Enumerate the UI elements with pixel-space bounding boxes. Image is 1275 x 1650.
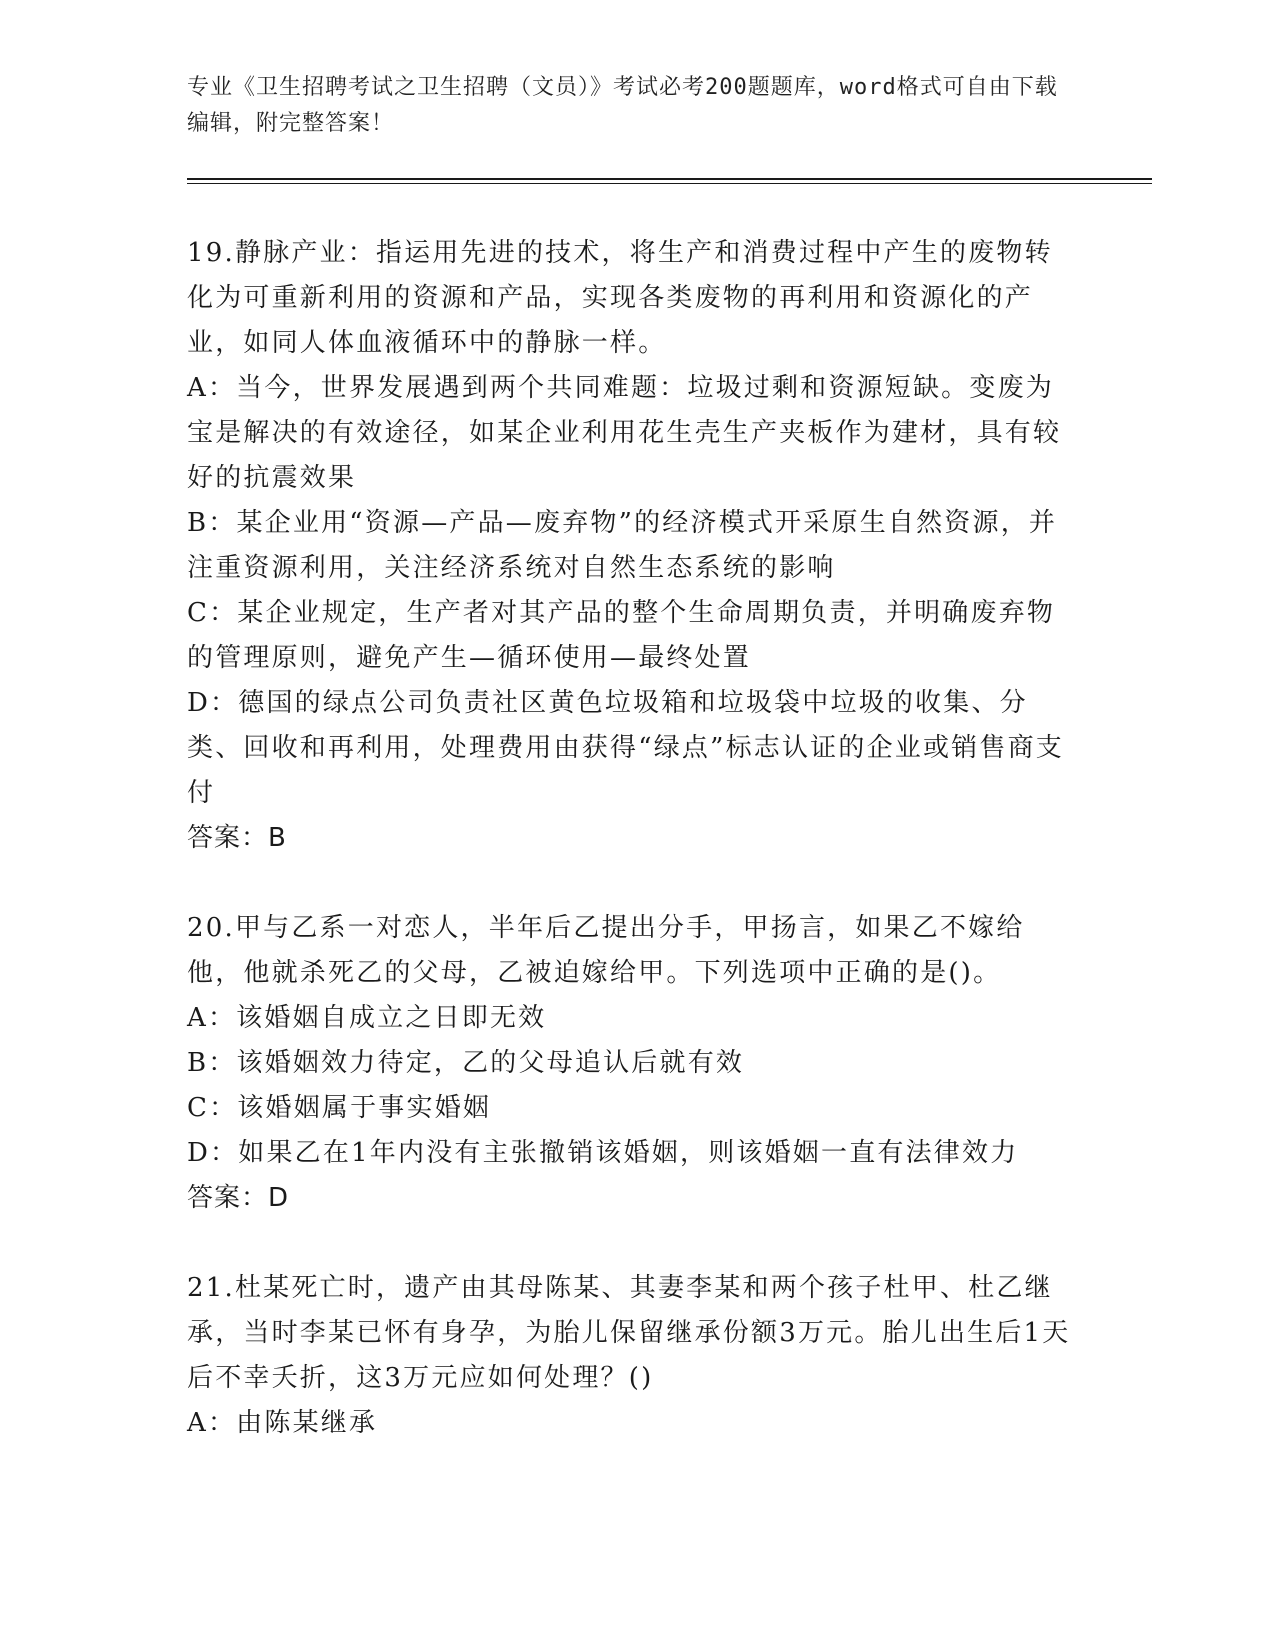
question-stem: 19.静脉产业：指运用先进的技术，将生产和消费过程中产生的废物转化为可重新利用的资源和产品，实现各类废物的再利用和资源化的产业，如同人体血液循环中的静脉一样。 [187,238,1053,358]
option-d: D：如果乙在1年内没有主张撤销该婚姻，则该婚姻一直有法律效力 [187,1138,1019,1168]
option-a: A：由陈某继承 [187,1408,378,1438]
question-20 [187,906,1072,1221]
option-c: C：该婚姻属于事实婚姻 [187,1093,492,1123]
question-stem: 20.甲与乙系一对恋人，半年后乙提出分手，甲扬言，如果乙不嫁给他，他就杀死乙的父母，乙被迫嫁给甲。下列选项中正确的是()。 [187,913,1025,988]
question-21 [187,1266,1072,1446]
option-c: C：某企业规定，生产者对其产品的整个生命周期负责，并明确废弃物的管理原则，避免产生—循环使用—最终处置 [187,598,1056,673]
option-b: B：该婚姻效力待定，乙的父母追认后就有效 [187,1048,745,1078]
page-header: 专业《卫生招聘考试之卫生招聘（文员）》考试必考200题题库，word格式可自由下载编辑，附完整答案！ [187,75,1058,136]
option-a: A：该婚姻自成立之日即无效 [187,1003,547,1033]
header-divider [187,178,1152,180]
answer: 答案：B [187,823,287,853]
option-a: A：当今，世界发展遇到两个共同难题：垃圾过剩和资源短缺。变废为宝是解决的有效途径，如某企业利用花生壳生产夹板作为建材，具有较好的抗震效果 [187,373,1062,493]
header-divider-thin [187,183,1152,184]
question-stem: 21.杜某死亡时，遗产由其母陈某、其妻李某和两个孩子杜甲、杜乙继承，当时李某已怀有身孕，为胎儿保留继承份额3万元。胎儿出生后1天后不幸夭折，这3万元应如何处理？() [187,1273,1071,1393]
question-list [187,231,1072,1491]
option-d: D：德国的绿点公司负责社区黄色垃圾箱和垃圾袋中垃圾的收集、分类、回收和再利用，处理费用由获得“绿点”标志认证的企业或销售商支付 [187,688,1064,808]
question-19 [187,231,1072,861]
answer: 答案：D [187,1183,290,1213]
option-b: B：某企业用“资源—产品—废弃物”的经济模式开采原生自然资源，并注重资源利用，关注经济系统对自然生态系统的影响 [187,508,1058,583]
